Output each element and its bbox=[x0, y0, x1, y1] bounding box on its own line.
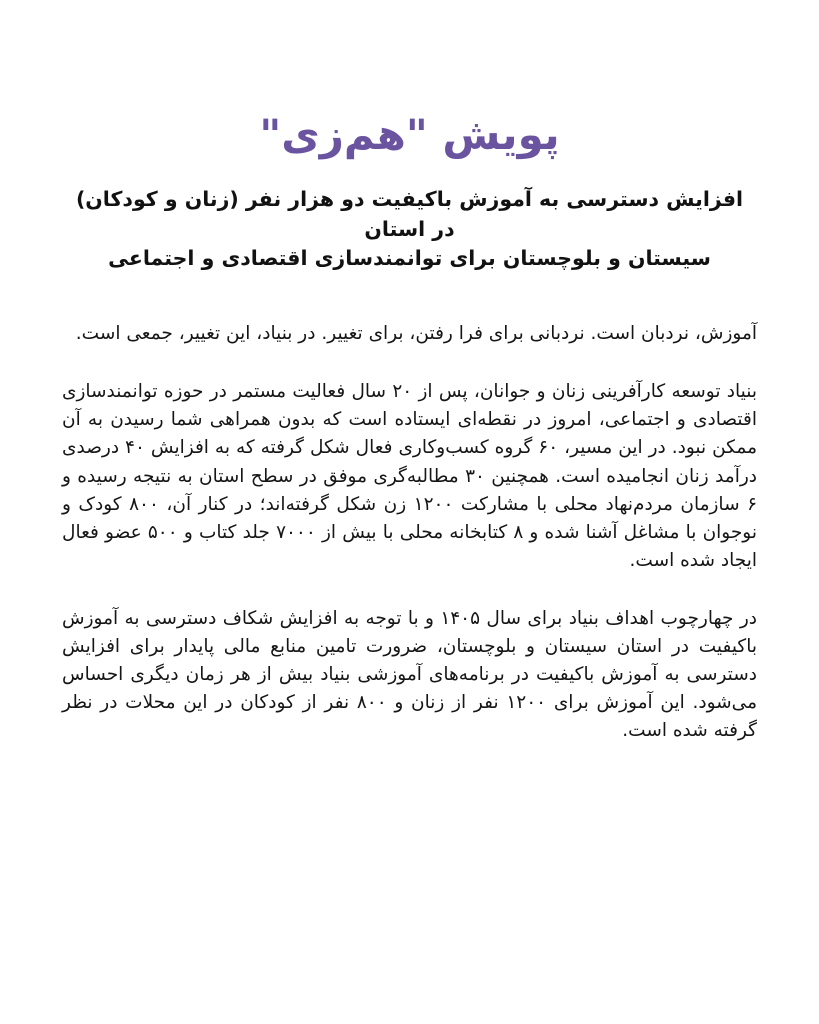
campaign-title: پویش "هم‌زی" bbox=[259, 110, 560, 159]
campaign-subtitle bbox=[62, 185, 757, 274]
achievements-paragraph: بنیاد توسعه کارآفرینی زنان و جوانان، پس از ۲۰ سال فعالیت مستمر در حوزه توانمندسازی اقتصادی و اجتماعی، امروز در نقطه‌ای ایستاده است که بدون همراهی شما رسیدن به آن ممکن نبود. در این مسیر، ۶۰ گروه کسب‌وکاری فعال شکل گرفته که به افزایش ۴۰ درصدی درآمد زنان انجامیده است. همچنین ۳۰ مطالبه‌گری موفق در سطح استان به نتیجه رسیده و ۶ سازمان مردم‌نهاد محلی با مشارکت ۱۲۰۰ زن شکل گرفته‌اند؛ در کنار آن، ۸۰۰ کودک و نوجوان با مشاغل آشنا شده و ۸ کتابخانه محلی با بیش از ۷۰۰۰ جلد کتاب و ۵۰۰ عضو فعال ایجاد شده است. bbox=[62, 381, 758, 571]
intro-paragraph: آموزش، نردبان است. نردبانی برای فرا رفتن، برای تغییر. در بنیاد، این تغییر، جمعی است. bbox=[75, 323, 757, 345]
document-page bbox=[62, 0, 757, 746]
subtitle-line-1: افزایش دسترسی به آموزش باکیفیت دو هزار نفر (زنان و کودکان) در استان bbox=[75, 187, 744, 241]
goals-paragraph: در چهارچوب اهداف بنیاد برای سال ۱۴۰۵ و با توجه به افزایش شکاف دسترسی به آموزش باکیفیت در استان سیستان و بلوچستان، ضرورت تامین منابع مالی پایدار برای افزایش دسترسی به آموزش باکیفیت در برنامه‌های آموزشی بنیاد بیش از هر زمان دیگری احساس می‌شود. این آموزش برای ۱۲۰۰ نفر از زنان و ۸۰۰ نفر از کودکان در این محلات در نظر گرفته شده است. bbox=[62, 608, 757, 742]
subtitle-line-2: سیستان و بلوچستان برای توانمندسازی اقتصادی و اجتماعی bbox=[108, 246, 711, 271]
